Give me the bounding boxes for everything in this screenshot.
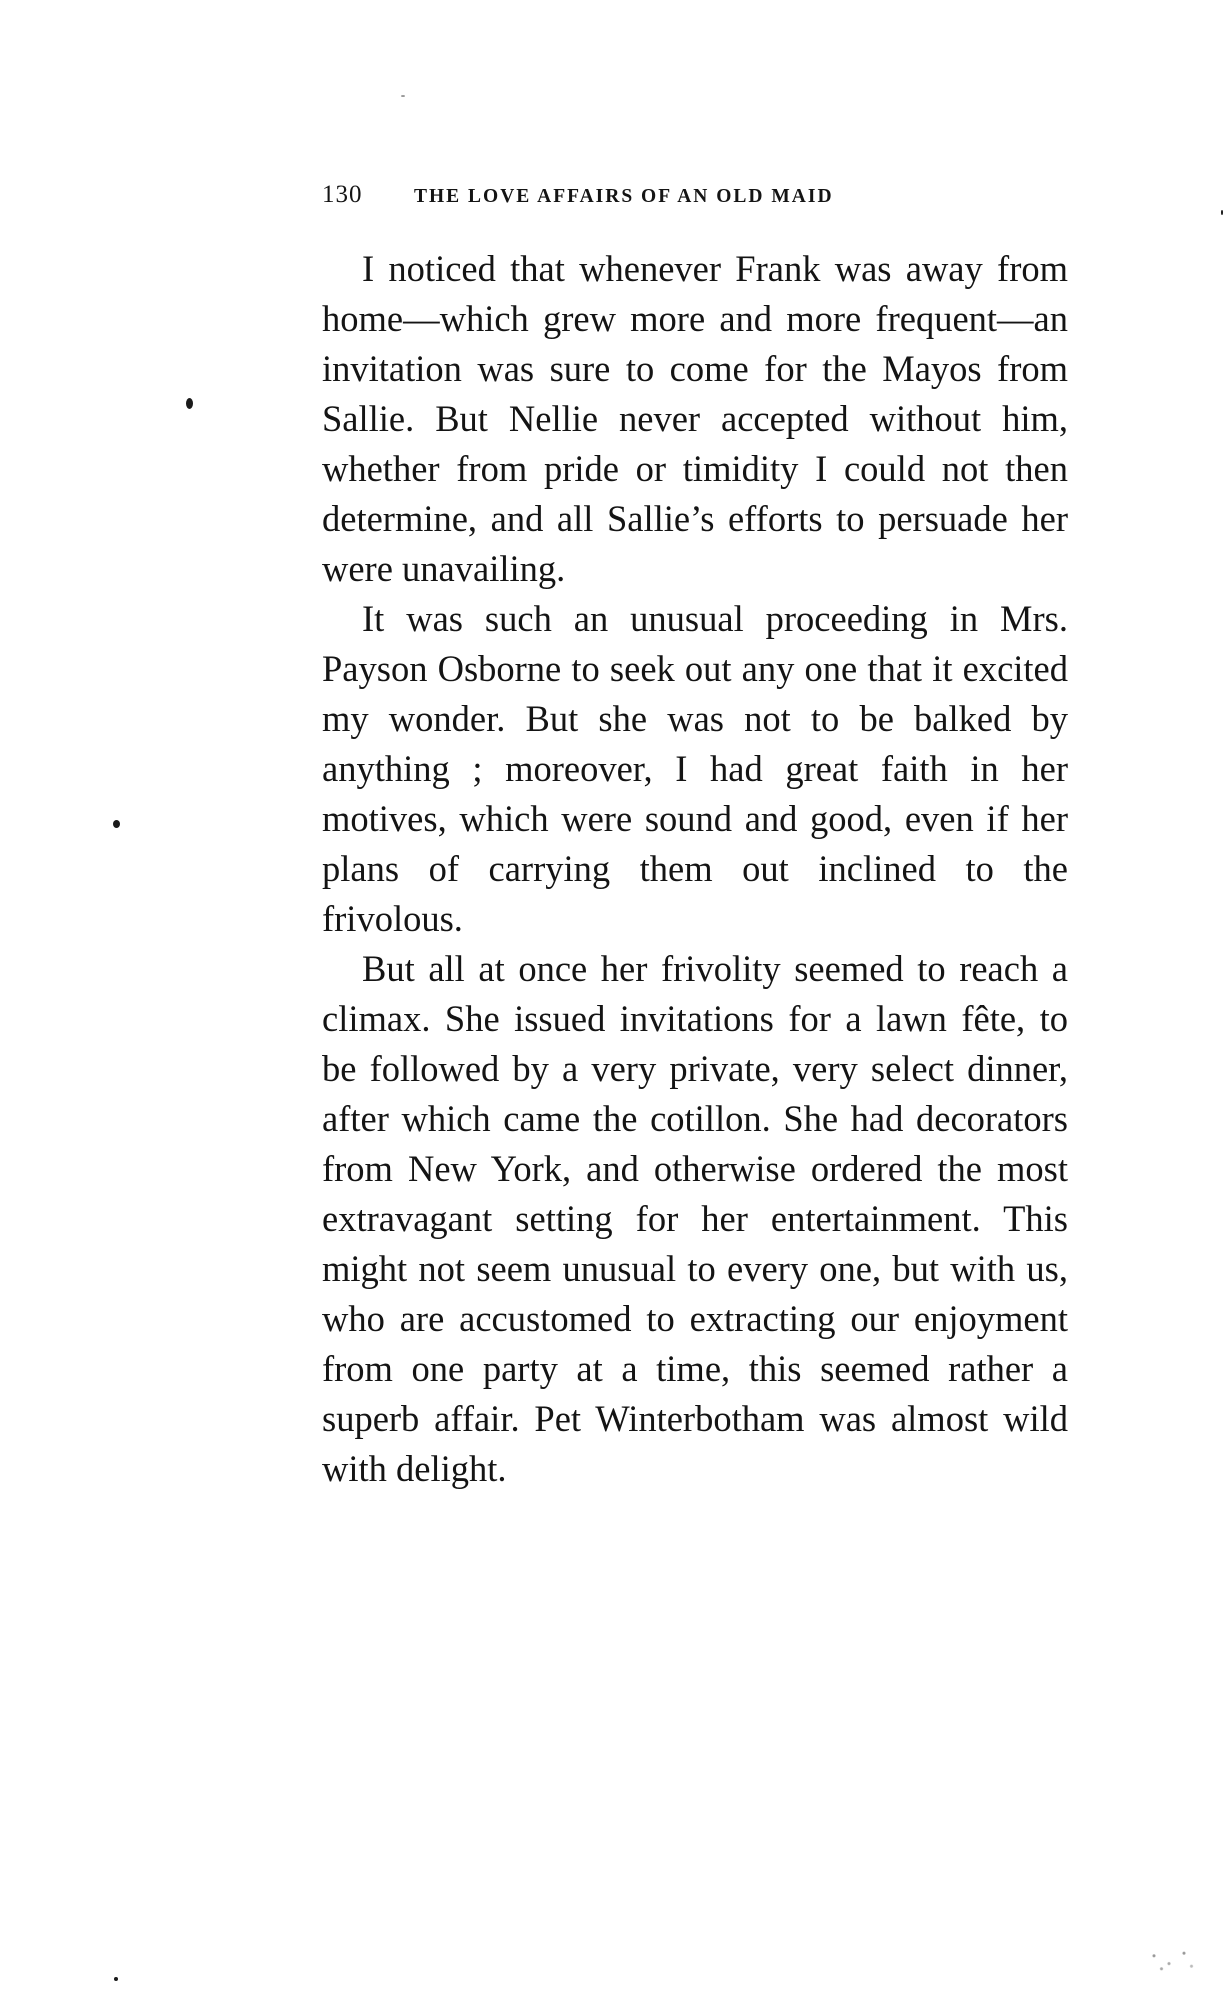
scan-speck (113, 820, 120, 828)
paragraph-3: But all at once her frivolity seemed to reach a climax. She issued invitations for a lawn fête, to be followed by a very private, very select dinner, after which came the cotillon. She had decorators from New York, and otherwise ordered the most extravagant setting for her entertainment. This might not seem unusual to every one, but with us, who are accustomed to extracting our enjoyment from one party at a time, this seemed rather a superb affair. Pet Winterbotham was almost wild with delight. (322, 948, 1068, 1489)
page-number: 130 (322, 181, 363, 208)
running-head (322, 180, 982, 210)
scan-speck (1221, 210, 1223, 215)
book-title: THE LOVE AFFAIRS OF AN OLD MAID (414, 186, 834, 207)
scan-speck (401, 95, 405, 97)
paragraph-1: I noticed that whenever Frank was away from home—which grew more and more frequent—an invitation was sure to come for the Mayos from Sallie. But Nellie never accepted without him, whether from pride or timidity I could not then determine, and all Sallie’s efforts to persuade her were unavailing. (322, 248, 1068, 589)
body-text (322, 244, 1068, 1494)
scan-noise (1149, 1948, 1199, 1974)
scan-speck (186, 398, 193, 409)
scan-speck (114, 1977, 118, 1981)
paragraph-2: It was such an unusual proceeding in Mrs. Payson Osborne to seek out any one that it excited my wonder. But she was not to be balked by anything ; moreover, I had great faith in her motives, which were sound and good, even if her plans of carrying them out inclined to the frivolous. (322, 598, 1068, 939)
